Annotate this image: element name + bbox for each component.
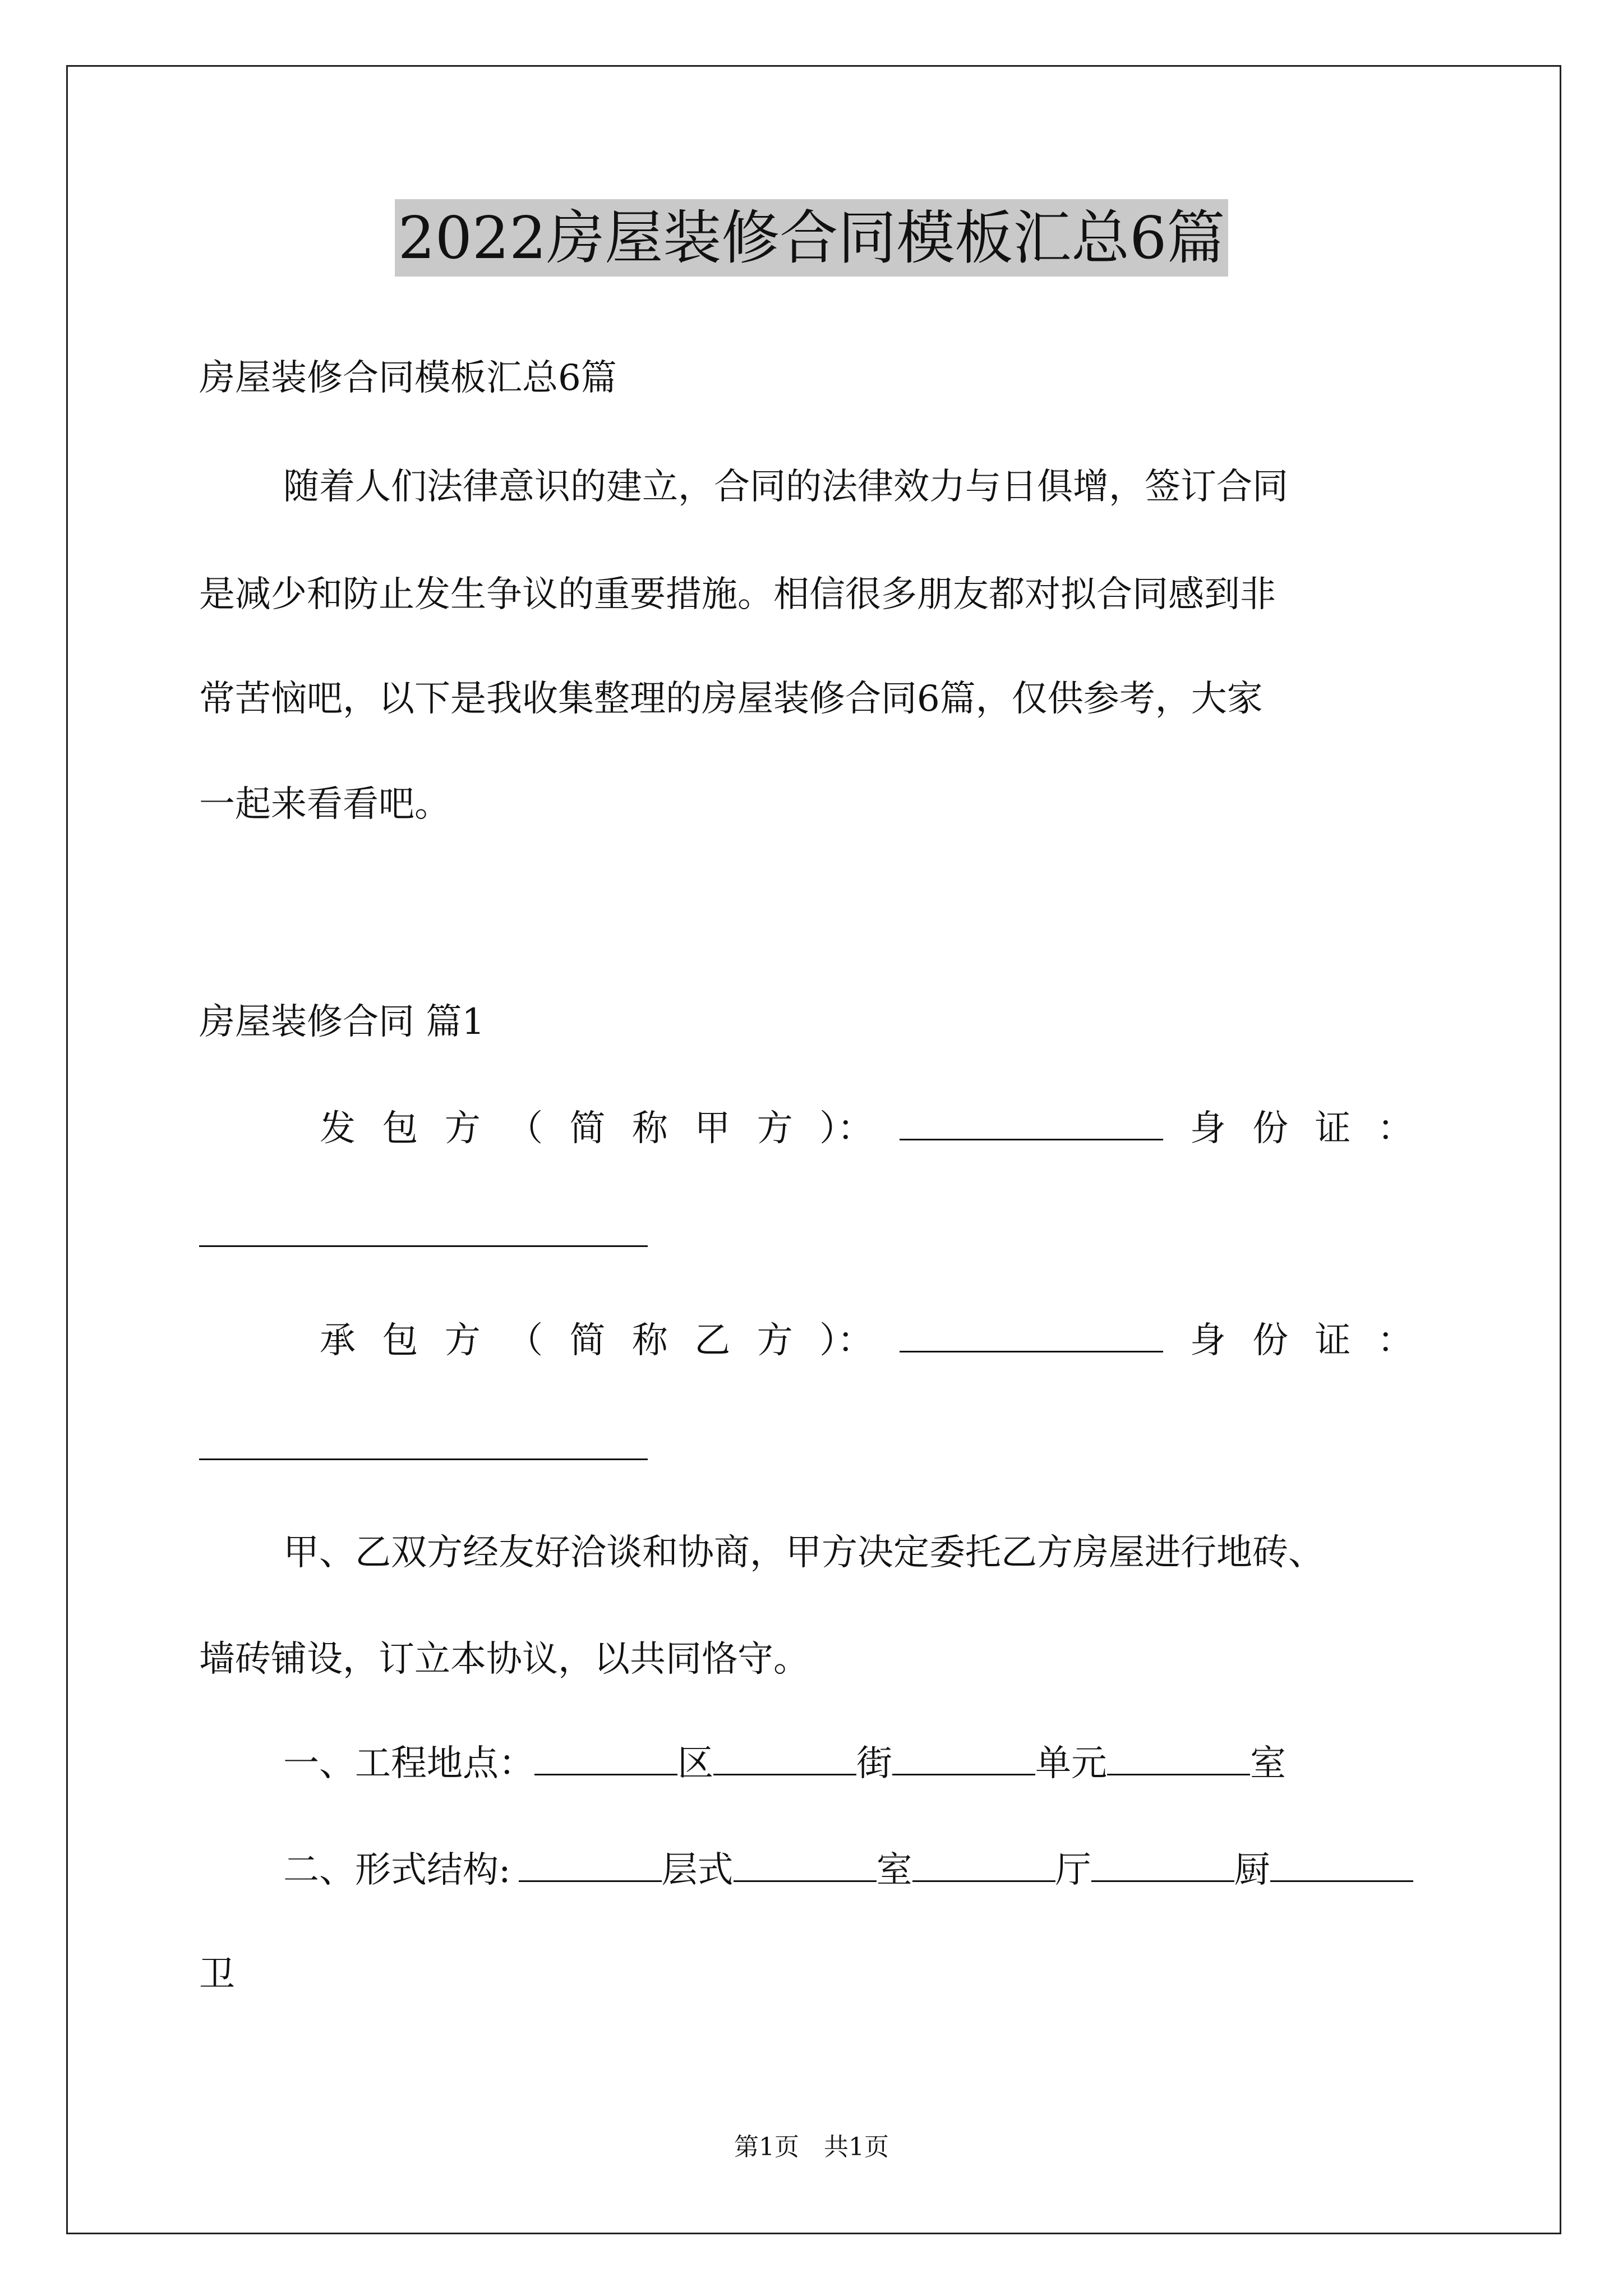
halls-blank[interactable] [912,1848,1055,1882]
party-a-name-blank[interactable] [900,1106,1163,1140]
item-1-unit: 室 [1250,1743,1286,1784]
intro-line-3: 常苦恼吧，以下是我收集整理的房屋装修合同6篇，仅供参考，大家 [199,678,1263,720]
item-2-unit: 厨 [1234,1849,1270,1891]
party-a-char: 证 [1315,1108,1351,1149]
party-b-char: 证 [1315,1320,1351,1361]
party-a-char: 甲 [694,1108,731,1149]
bathrooms-blank[interactable] [1270,1848,1413,1882]
party-a-char: 身 [1189,1108,1226,1149]
title-wrap [0,199,1623,277]
party-b-id-blank[interactable] [199,1458,648,1460]
page-footer: 第1页 共1页 [734,2133,889,2161]
kitchens-blank[interactable] [1091,1848,1234,1882]
item-1-unit: 单元 [1035,1743,1107,1784]
party-b-char: 简 [569,1320,606,1361]
party-a-id-blank[interactable] [199,1245,648,1247]
item-1-unit: 区 [677,1743,713,1784]
party-b-char: 包 [382,1320,418,1361]
party-a-char: 发 [320,1108,356,1149]
intro-line-1: 随着人们法律意识的建立，合同的法律效力与日俱增，签订合同 [283,466,1288,508]
party-b-char: ）： [819,1320,873,1361]
party-b-char: 方 [444,1320,481,1361]
agreement-line-2: 墙砖铺设，订立本协议，以共同恪守。 [199,1639,809,1680]
item-2-label: 二、形式结构: [283,1849,511,1891]
party-a-char: 简 [569,1108,606,1149]
document-title: 2022房屋装修合同模板汇总6篇 [395,199,1229,277]
district-blank[interactable] [534,1741,677,1775]
party-a-char: ）： [819,1108,873,1149]
item-2-last-word: 卫 [199,1954,235,1995]
party-b-char: 称 [631,1320,668,1361]
party-b-char: 份 [1252,1320,1289,1361]
street-blank[interactable] [713,1741,856,1775]
party-b-name-blank[interactable] [900,1318,1163,1352]
item-2-unit: 层式 [661,1849,734,1891]
party-a-char: 方 [444,1108,481,1149]
party-b-char: 乙 [694,1320,731,1361]
party-b-char: 承 [320,1320,356,1361]
item-2-structure [283,1848,1413,1893]
item-2-unit: 室 [876,1849,912,1891]
agreement-line-1: 甲、乙双方经友好洽谈和协商，甲方决定委托乙方房屋进行地砖、 [283,1532,1324,1573]
room-blank[interactable] [1107,1741,1250,1775]
party-b-char: ： [1377,1320,1413,1361]
party-a-line [320,1106,1413,1151]
item-1-label: 一、工程地点： [283,1743,534,1784]
intro-line-4: 一起来看看吧。 [199,784,450,825]
unit-blank[interactable] [892,1741,1035,1775]
party-a-char: 称 [631,1108,668,1149]
party-a-char: 份 [1252,1108,1289,1149]
party-b-line [320,1318,1413,1363]
party-a-char: （ [507,1108,543,1149]
party-b-char: 方 [757,1320,793,1361]
rooms-blank[interactable] [734,1848,877,1882]
party-b-char: 身 [1189,1320,1226,1361]
item-2-unit: 厅 [1055,1849,1091,1891]
party-a-char: ： [1377,1108,1413,1149]
party-a-char: 方 [757,1108,793,1149]
party-a-char: 包 [382,1108,418,1149]
section-heading: 房屋装修合同 篇1 [199,1001,485,1043]
document-subtitle: 房屋装修合同模板汇总6篇 [199,357,617,399]
intro-line-2: 是减少和防止发生争议的重要措施。相信很多朋友都对拟合同感到非 [199,574,1276,615]
floors-blank[interactable] [519,1848,662,1882]
item-1-location [283,1741,1286,1786]
item-1-unit: 街 [856,1743,892,1784]
party-b-char: （ [507,1320,543,1361]
